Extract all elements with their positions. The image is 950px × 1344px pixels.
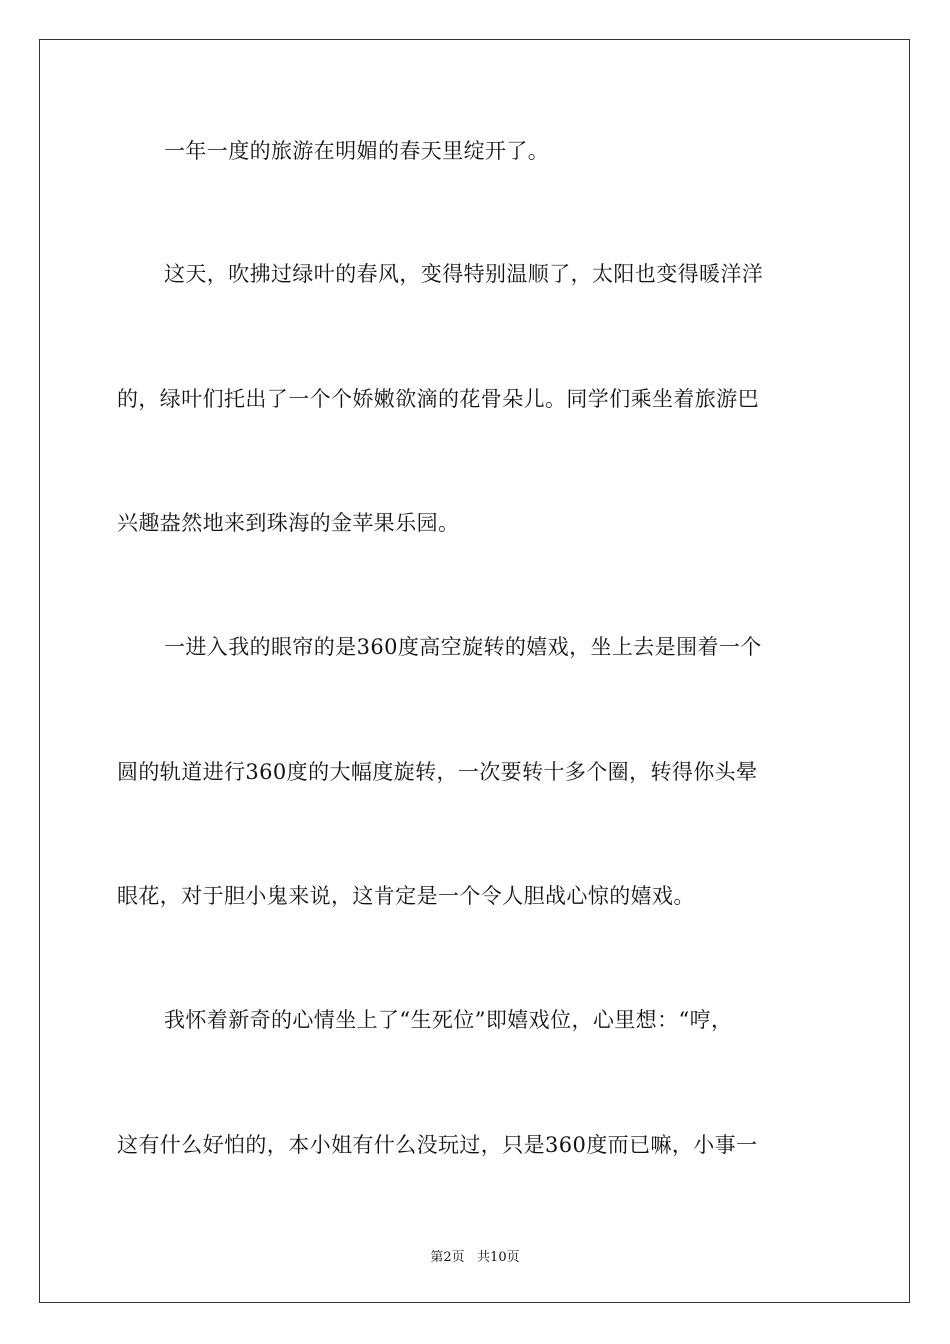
paragraph-line-6: 圆的轨道进行360度的大幅度旋转，一次要转十多个圈，转得你头晕 bbox=[117, 760, 758, 784]
paragraph-line-2: 这天，吹拂过绿叶的春风，变得特别温顺了，太阳也变得暖洋洋 bbox=[164, 262, 764, 286]
page-number-footer: 第2页 共10页 bbox=[430, 1250, 520, 1265]
page-frame bbox=[39, 39, 910, 1303]
paragraph-line-9: 这有什么好怕的，本小姐有什么没玩过，只是360度而已嘛，小事一 bbox=[117, 1133, 758, 1157]
paragraph-line-8: 我怀着新奇的心情坐上了“生死位”即嬉戏位，心里想：“哼， bbox=[164, 1008, 733, 1032]
paragraph-line-4: 兴趣盎然地来到珠海的金苹果乐园。 bbox=[117, 511, 460, 535]
paragraph-line-3: 的，绿叶们托出了一个个娇嫩欲滴的花骨朵儿。同学们乘坐着旅游巴 bbox=[117, 387, 759, 411]
paragraph-line-5: 一进入我的眼帘的是360度高空旋转的嬉戏，坐上去是围着一个 bbox=[164, 635, 762, 659]
paragraph-line-7: 眼花，对于胆小鬼来说，这肯定是一个令人胆战心惊的嬉戏。 bbox=[117, 884, 695, 908]
paragraph-line-1: 一年一度的旅游在明媚的春天里绽开了。 bbox=[164, 139, 550, 163]
